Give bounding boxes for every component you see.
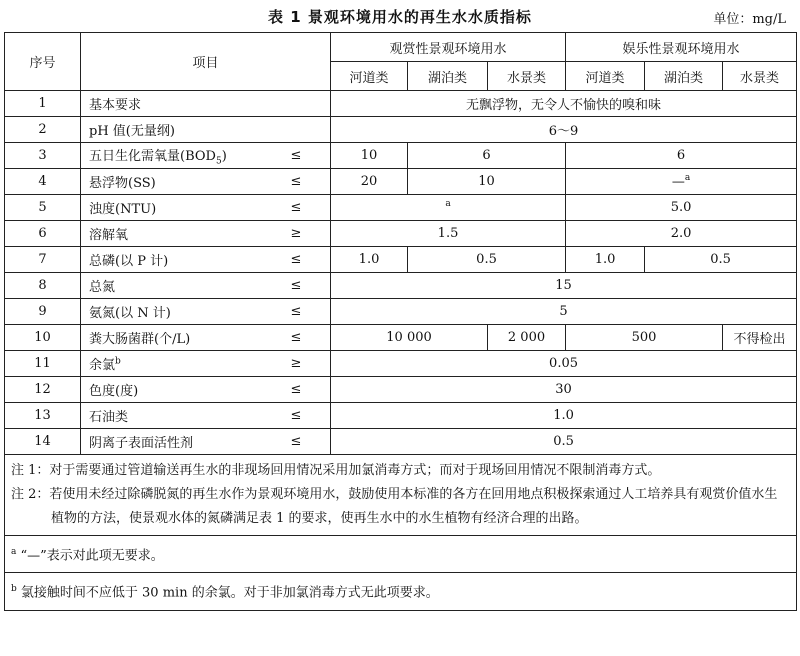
row-number: 14 xyxy=(5,429,81,455)
item-name: 石油类 xyxy=(81,403,291,429)
value-cell: 0.05 xyxy=(331,351,797,377)
item-name: 阴离子表面活性剂 xyxy=(81,429,291,455)
comparison-operator: ≥ xyxy=(291,351,331,377)
table-row xyxy=(5,169,797,195)
value-cell: 20 xyxy=(331,169,408,195)
value-cell: 6～9 xyxy=(331,117,797,143)
table-title-bar xyxy=(0,6,800,28)
comparison-operator: ≤ xyxy=(291,273,331,299)
value-cell: 500 xyxy=(566,325,723,351)
item-name: 溶解氧 xyxy=(81,221,291,247)
header-group-recreational: 娱乐性景观环境用水 xyxy=(566,33,797,62)
value-cell: 30 xyxy=(331,377,797,403)
notes-row xyxy=(5,455,797,536)
table-row xyxy=(5,221,797,247)
item-name-subscript: 5 xyxy=(215,156,222,167)
item-name-text: 余氯 xyxy=(89,358,116,373)
row-number: 1 xyxy=(5,91,81,117)
comparison-operator: ≤ xyxy=(291,429,331,455)
table-row xyxy=(5,143,797,169)
value-cell: 0.5 xyxy=(331,429,797,455)
value-cell: 2.0 xyxy=(566,221,797,247)
value-cell: 10 xyxy=(408,169,566,195)
item-name: 总磷(以 P 计) xyxy=(81,247,291,273)
footnote-b-marker: b xyxy=(11,584,17,595)
table-row xyxy=(5,429,797,455)
table-row xyxy=(5,273,797,299)
item-name-tail: ) xyxy=(221,148,227,164)
row-number: 5 xyxy=(5,195,81,221)
water-quality-table xyxy=(4,32,797,611)
comparison-operator: ≤ xyxy=(291,169,331,195)
item-name: pH 值(无量纲) xyxy=(81,117,331,143)
header-waterscape-1: 水景类 xyxy=(488,62,566,91)
value-cell: 2 000 xyxy=(488,325,566,351)
value-cell: 10 xyxy=(331,143,408,169)
value-cell xyxy=(566,169,797,195)
footnote-a-mark: a xyxy=(684,173,691,184)
item-name: 色度(度) xyxy=(81,377,291,403)
comparison-operator: ≤ xyxy=(291,403,331,429)
comparison-operator: ≤ xyxy=(291,143,331,169)
row-number: 10 xyxy=(5,325,81,351)
footnote-row-a xyxy=(5,536,797,573)
item-name xyxy=(81,143,291,169)
row-number: 9 xyxy=(5,299,81,325)
footnote-b-mark: b xyxy=(115,356,121,367)
value-cell: 不得检出 xyxy=(723,325,797,351)
row-number: 4 xyxy=(5,169,81,195)
row-number: 13 xyxy=(5,403,81,429)
item-name: 粪大肠菌群(个/L) xyxy=(81,325,291,351)
no-requirement-dash: — xyxy=(671,174,685,190)
row-number: 11 xyxy=(5,351,81,377)
table-row xyxy=(5,195,797,221)
value-cell: 5.0 xyxy=(566,195,797,221)
table-row xyxy=(5,247,797,273)
row-number: 12 xyxy=(5,377,81,403)
value-cell xyxy=(331,195,566,221)
comparison-operator: ≤ xyxy=(291,325,331,351)
item-name-text: 五日生化需氧量(BOD xyxy=(89,148,216,164)
footnote-a xyxy=(5,536,797,573)
value-cell: 6 xyxy=(408,143,566,169)
value-cell: 0.5 xyxy=(645,247,797,273)
footnote-a-mark: a xyxy=(445,199,451,210)
value-cell: 10 000 xyxy=(331,325,488,351)
footnote-a-text: “—”表示对此项无要求。 xyxy=(20,548,164,564)
value-cell: 6 xyxy=(566,143,797,169)
header-river-2: 河道类 xyxy=(566,62,645,91)
row-number: 7 xyxy=(5,247,81,273)
table-row xyxy=(5,325,797,351)
note-2: 注 2：若使用未经过除磷脱氮的再生水作为景观环境用水，鼓励使用本标准的各方在回用地点积极探索通过人工培养具有观赏价值水生植物的方法，使景观水体的氮磷满足表 1 的要求，使再生水中的水生植物有经济合理的出路。 xyxy=(11,487,778,526)
unit-label: 单位：mg/L xyxy=(713,12,786,27)
item-name: 浊度(NTU) xyxy=(81,195,291,221)
value-cell: 1.5 xyxy=(331,221,566,247)
comparison-operator: ≤ xyxy=(291,299,331,325)
value-cell: 1.0 xyxy=(331,247,408,273)
comparison-operator: ≤ xyxy=(291,377,331,403)
header-lake-2: 湖泊类 xyxy=(645,62,723,91)
header-item: 项目 xyxy=(81,33,331,91)
row-number: 8 xyxy=(5,273,81,299)
table-row xyxy=(5,377,797,403)
header-waterscape-2: 水景类 xyxy=(723,62,797,91)
item-name: 悬浮物(SS) xyxy=(81,169,291,195)
item-name xyxy=(81,351,291,377)
row-number: 6 xyxy=(5,221,81,247)
value-cell: 无飘浮物，无令人不愉快的嗅和味 xyxy=(331,91,797,117)
comparison-operator: ≥ xyxy=(291,221,331,247)
notes-cell xyxy=(5,455,797,536)
row-number: 2 xyxy=(5,117,81,143)
value-cell: 1.0 xyxy=(331,403,797,429)
footnote-b xyxy=(5,573,797,610)
table-row xyxy=(5,117,797,143)
footnote-row-b xyxy=(5,573,797,610)
row-number: 3 xyxy=(5,143,81,169)
footnote-b-text: 氯接触时间不应低于 30 min 的余氯。对于非加氯消毒方式无此项要求。 xyxy=(20,585,439,601)
value-cell: 0.5 xyxy=(408,247,566,273)
header-seq: 序号 xyxy=(5,33,81,91)
item-name: 总氮 xyxy=(81,273,291,299)
value-cell: 5 xyxy=(331,299,797,325)
item-name: 氨氮(以 N 计) xyxy=(81,299,291,325)
value-cell: 15 xyxy=(331,273,797,299)
comparison-operator: ≤ xyxy=(291,247,331,273)
item-name: 基本要求 xyxy=(81,91,331,117)
header-lake-1: 湖泊类 xyxy=(408,62,488,91)
note-1: 注 1：对于需要通过管道输送再生水的非现场回用情况采用加氯消毒方式；而对于现场回用情况不限制消毒方式。 xyxy=(11,463,661,478)
table-row xyxy=(5,91,797,117)
table-row xyxy=(5,351,797,377)
table-row xyxy=(5,299,797,325)
header-group-ornamental: 观赏性景观环境用水 xyxy=(331,33,566,62)
table-row xyxy=(5,403,797,429)
header-river-1: 河道类 xyxy=(331,62,408,91)
value-cell: 1.0 xyxy=(566,247,645,273)
comparison-operator: ≤ xyxy=(291,195,331,221)
table-title: 表 1 景观环境用水的再生水水质指标 xyxy=(268,8,532,26)
footnote-a-marker: a xyxy=(11,547,17,557)
